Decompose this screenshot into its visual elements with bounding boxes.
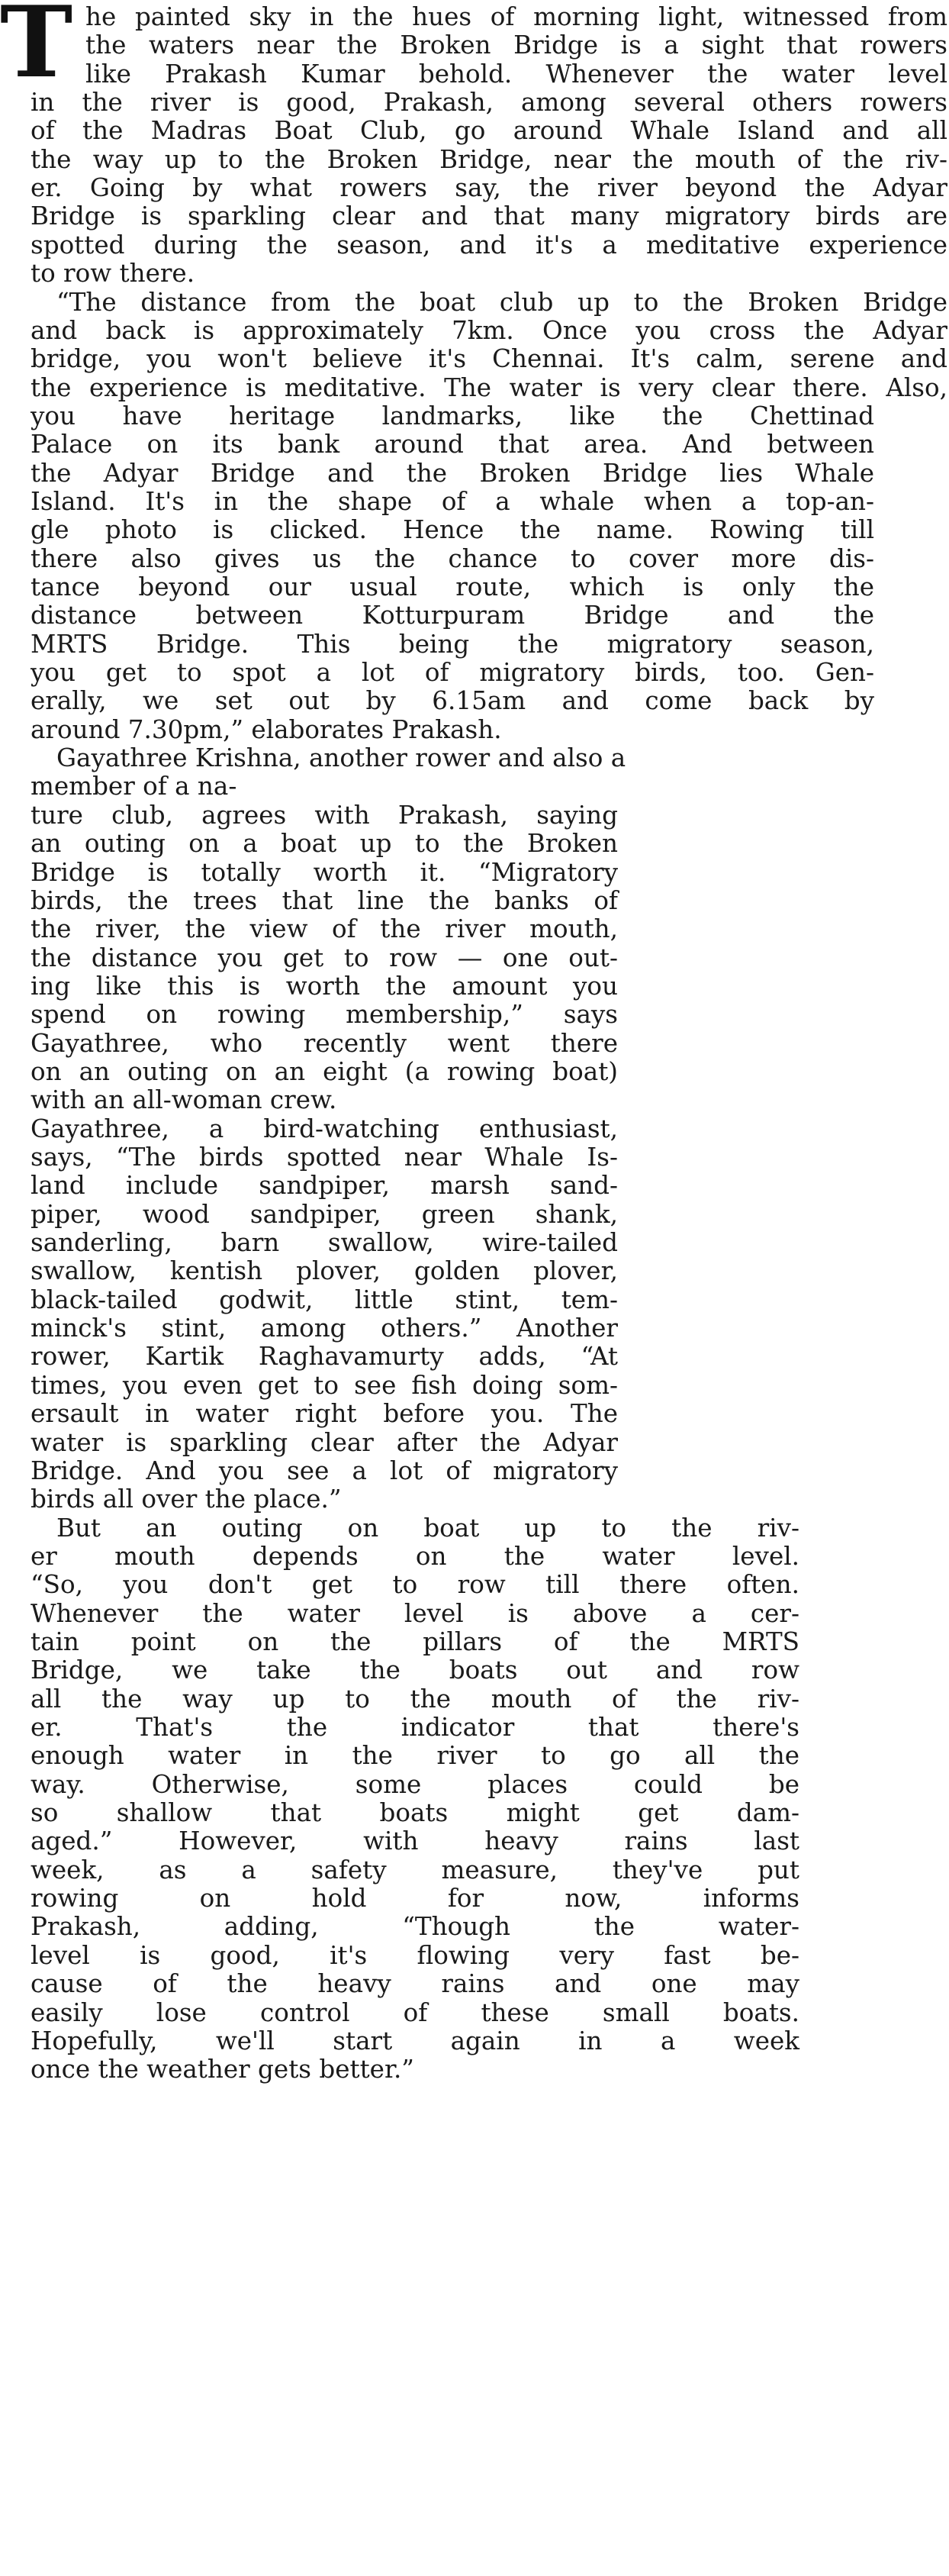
text-line: Gayathree, who recently went there [31, 1028, 618, 1058]
text-line: of the Madras Boat Club, go around Whale Island and all [31, 116, 947, 146]
text-line: says, “The birds spotted near Whale Is- [31, 1143, 618, 1172]
text-line: water is sparkling clear after the Adyar [31, 1427, 618, 1457]
text-line: gle photo is clicked. Hence the name. Rowing till [31, 515, 874, 545]
text-line: in the river is good, Prakash, among several others rowers [31, 88, 947, 118]
text-line: birds all over the place.” [31, 1485, 342, 1514]
text-line: you have heritage landmarks, like the Chettinad [31, 401, 874, 430]
text-line: Palace on its bank around that area. And between [31, 430, 874, 459]
text-line: all the way up to the mouth of the riv- [31, 1684, 799, 1714]
text-line: Island. It's in the shape of a whale when a top-an- [31, 486, 874, 516]
text-line: But an outing on boat up to the riv- [56, 1513, 799, 1543]
text-line: spotted during the season, and it's a meditative experience [31, 230, 947, 260]
text-line: tance beyond our usual route, which is only the [31, 572, 874, 601]
text-line: Gayathree Krishna, another rower and also a [56, 743, 626, 773]
text-line: “So, you don't get to row till there often. [31, 1570, 799, 1600]
text-line: like Prakash Kumar behold. Whenever the water level [85, 59, 947, 89]
text-line: times, you even get to see fish doing som- [31, 1370, 618, 1400]
text-line: Prakash, adding, “Though the water- [31, 1912, 799, 1942]
drop-cap: T [0, 0, 73, 100]
text-line: the Adyar Bridge and the Broken Bridge lies Whale [31, 458, 874, 488]
text-line: cause of the heavy rains and one may [31, 1969, 799, 1999]
text-line: ing like this is worth the amount you [31, 971, 618, 1001]
text-line: week, as a safety measure, they've put [31, 1855, 799, 1884]
text-line: member of a na- [31, 772, 237, 801]
text-line: minck's stint, among others.” Another [31, 1314, 618, 1343]
text-line: he painted sky in the hues of morning light, witnessed from [85, 2, 947, 31]
text-line: bridge, you won't believe it's Chennai. It's calm, serene and [31, 344, 947, 374]
text-line: the experience is meditative. The water is very clear there. Also, [31, 372, 947, 402]
text-line: on an outing on an eight (a rowing boat) [31, 1056, 618, 1086]
text-line: ersault in water right before you. The [31, 1399, 618, 1429]
text-line: easily lose control of these small boats. [31, 1997, 799, 2027]
text-line: so shallow that boats might get dam- [31, 1798, 799, 1828]
text-line: and back is approximately 7km. Once you cross the Adyar [31, 315, 947, 345]
text-line: there also gives us the chance to cover more dis- [31, 543, 874, 573]
text-line: Bridge. And you see a lot of migratory [31, 1456, 618, 1485]
text-line: Hopefully, we'll start again in a week [31, 2026, 799, 2055]
text-line: way. Otherwise, some places could be [31, 1769, 799, 1799]
text-line: “The distance from the boat club up to the Broken Bridge [56, 287, 947, 317]
text-line: er. Going by what rowers say, the river beyond the Adyar [31, 173, 947, 203]
text-line: MRTS Bridge. This being the migratory season, [31, 629, 874, 659]
text-line: you get to spot a lot of migratory birds, too. Gen- [31, 658, 874, 688]
text-line: enough water in the river to go all the [31, 1741, 799, 1771]
text-line: er mouth depends on the water level. [31, 1541, 799, 1571]
text-line: land include sandpiper, marsh sand- [31, 1171, 618, 1201]
text-line: erally, we set out by 6.15am and come back by [31, 686, 874, 716]
text-line: Gayathree, a bird-watching enthusiast, [31, 1114, 618, 1143]
text-line: Bridge is totally worth it. “Migratory [31, 857, 618, 887]
text-line: rower, Kartik Raghavamurty adds, “At [31, 1342, 618, 1372]
text-line: the way up to the Broken Bridge, near the mouth of the riv- [31, 144, 947, 174]
text-line: spend on rowing membership,” says [31, 1000, 618, 1030]
text-line: level is good, it's flowing very fast be- [31, 1940, 799, 1970]
text-line: Bridge is sparkling clear and that many migratory birds are [31, 202, 947, 231]
text-line: er. That's the indicator that there's [31, 1713, 799, 1742]
text-line: piper, wood sandpiper, green shank, [31, 1199, 618, 1229]
text-line: black-tailed godwit, little stint, tem- [31, 1285, 618, 1314]
text-line: the distance you get to row — one out- [31, 943, 618, 972]
text-line: to row there. [31, 259, 195, 289]
text-line: around 7.30pm,” elaborates Prakash. [31, 714, 502, 744]
text-line: rowing on hold for now, informs [31, 1884, 799, 1913]
text-line: the river, the view of the river mouth, [31, 914, 618, 944]
text-line: sanderling, barn swallow, wire-tailed [31, 1228, 618, 1258]
text-line: with an all-woman crew. [31, 1085, 337, 1115]
text-line: an outing on a boat up to the Broken [31, 829, 618, 859]
text-line: Bridge, we take the boats out and row [31, 1656, 799, 1685]
text-line: tain point on the pillars of the MRTS [31, 1627, 799, 1656]
text-line: birds, the trees that line the banks of [31, 885, 618, 915]
text-line: once the weather gets better.” [31, 2055, 414, 2084]
text-line: aged.” However, with heavy rains last [31, 1826, 799, 1856]
text-line: swallow, kentish plover, golden plover, [31, 1256, 618, 1286]
text-line: Whenever the water level is above a cer- [31, 1598, 799, 1628]
text-line: distance between Kotturpuram Bridge and the [31, 601, 874, 630]
text-line: the waters near the Broken Bridge is a sight that rowers [85, 31, 947, 60]
text-line: ture club, agrees with Prakash, saying [31, 800, 618, 830]
